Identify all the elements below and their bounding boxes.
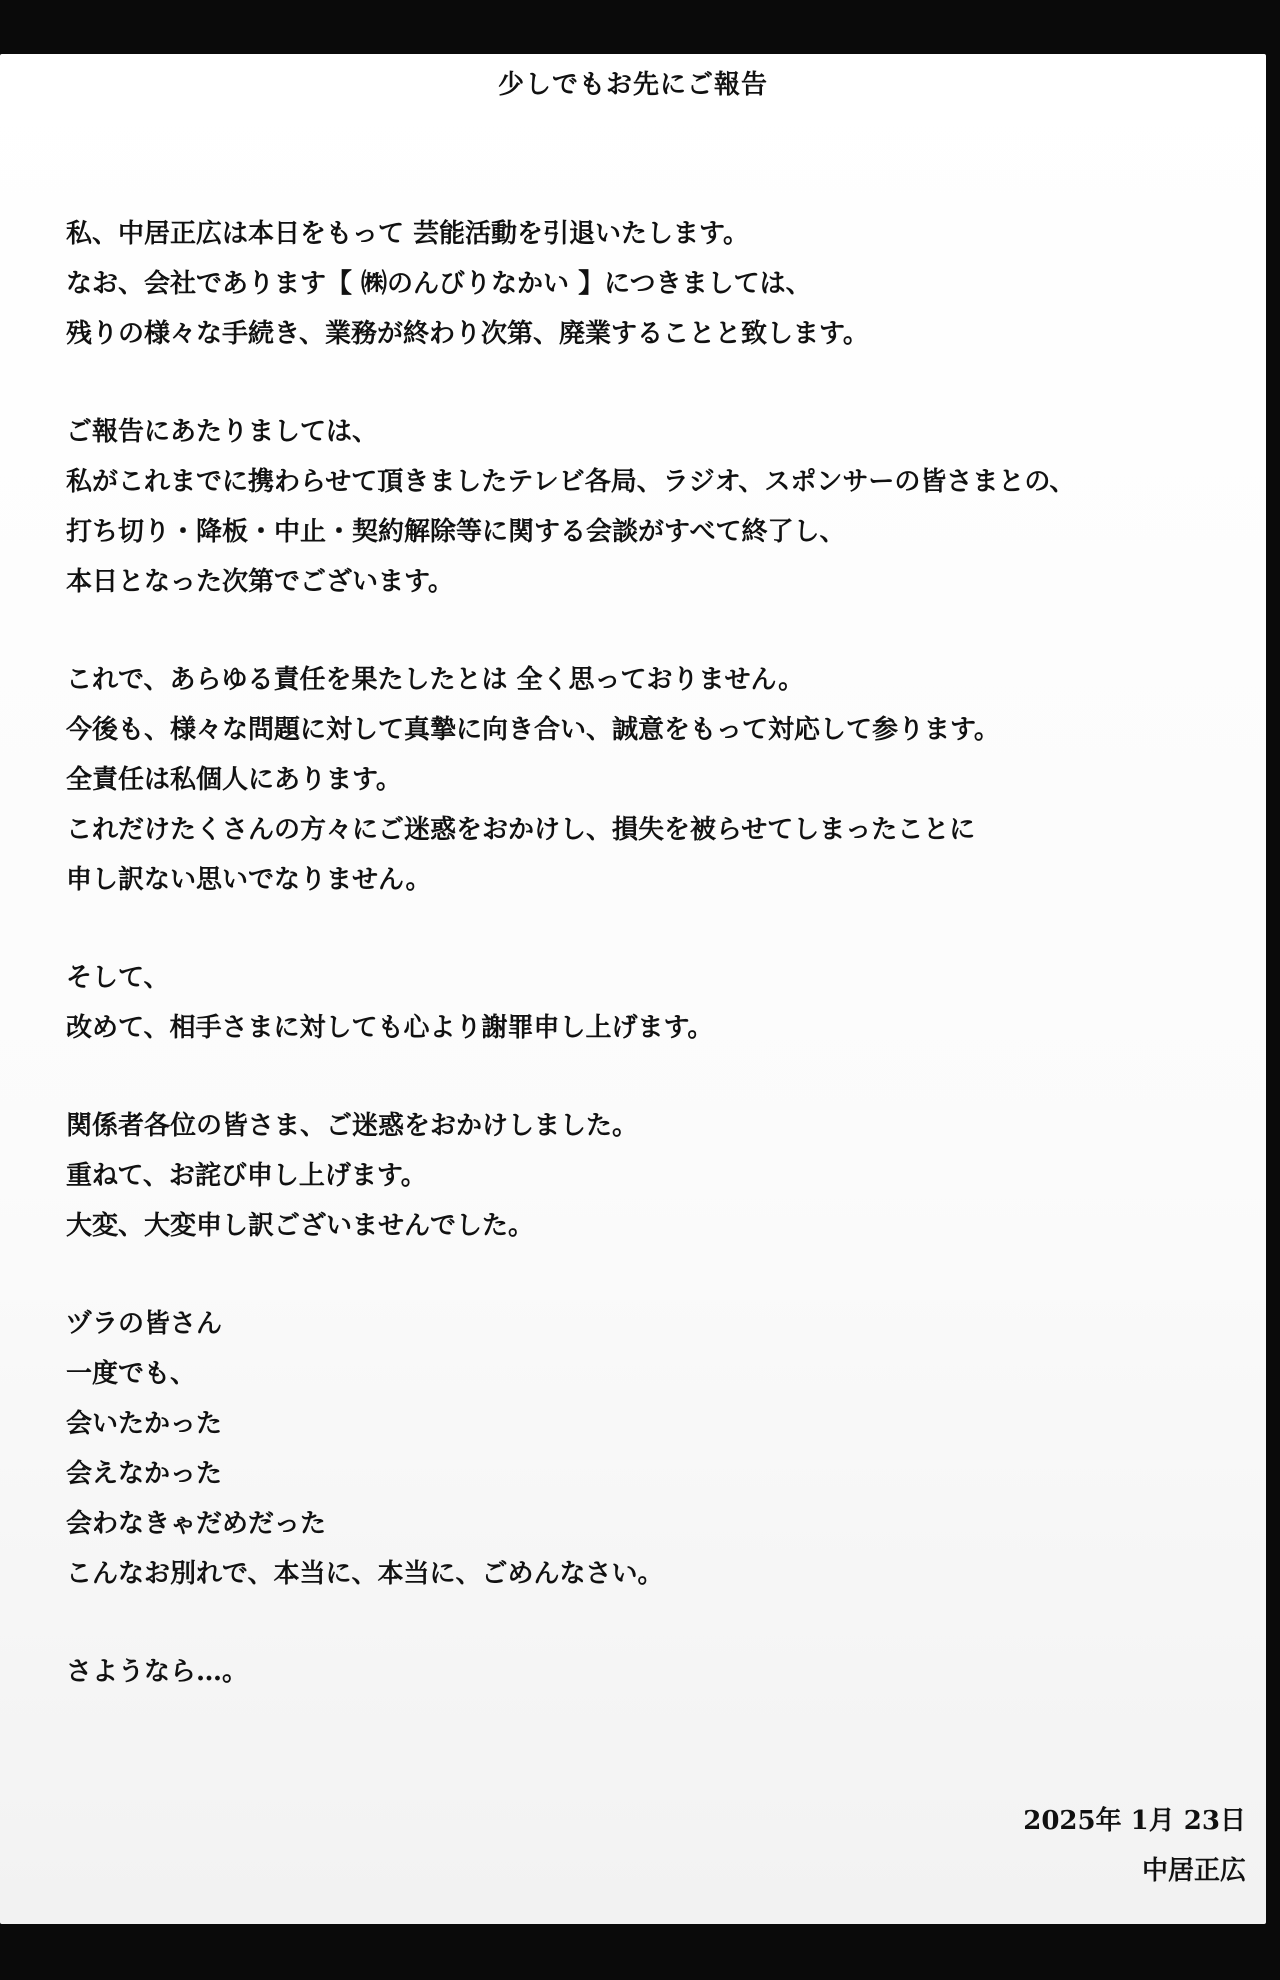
text-line: 会いたかった <box>66 1409 223 1439</box>
text-line: 会えなかった <box>66 1459 223 1489</box>
paragraph-stakeholders <box>66 1101 1226 1251</box>
document-body <box>66 209 1226 1745</box>
text-line: ご報告にあたりましては、 <box>66 417 379 447</box>
text-line: 重ねて、お詫び申し上げます。 <box>66 1161 427 1191</box>
text-line: 今後も、様々な問題に対して真摯に向き合い、誠意をもって対応して参ります。 <box>66 715 1000 745</box>
text-line: 関係者各位の皆さま、ご迷惑をおかけしました。 <box>66 1111 639 1141</box>
text-line: 私がこれまでに携わらせて頂きましたテレビ各局、ラジオ、スポンサーの皆さまとの、 <box>66 467 1076 497</box>
text-line: 残りの様々な手続き、業務が終わり次第、廃業することと致します。 <box>66 319 869 349</box>
text-line: 会わなきゃだめだった <box>66 1509 327 1539</box>
paragraph-farewell <box>66 1647 1226 1697</box>
text-line: さようなら…。 <box>66 1657 249 1687</box>
text-line: 改めて、相手さまに対しても心より謝罪申し上げます。 <box>66 1013 714 1043</box>
text-line: 大変、大変申し訳ございませんでした。 <box>66 1211 535 1241</box>
text-line: そして、 <box>66 963 170 993</box>
text-line: 本日となった次第でございます。 <box>66 567 454 597</box>
text-line: 打ち切り・降板・中止・契約解除等に関する会談がすべて終了し、 <box>66 517 846 547</box>
text-line: こんなお別れで、本当に、本当に、ごめんなさい。 <box>66 1559 664 1589</box>
text-line: ヅラの皆さん <box>66 1309 223 1339</box>
text-line: 申し訳ない思いでなりません。 <box>66 865 432 895</box>
signature-block <box>1023 1796 1246 1896</box>
text-line: なお、会社であります【 ㈱のんびりなかい 】につきましては、 <box>66 269 812 299</box>
paragraph-responsibility <box>66 655 1226 905</box>
paragraph-report <box>66 407 1226 607</box>
paragraph-apology <box>66 953 1226 1053</box>
document-date: 2025年 1月 23日 <box>1023 1806 1246 1836</box>
document-signature: 中居正広 <box>1141 1856 1246 1886</box>
paragraph-retirement <box>66 209 1226 359</box>
document-title: 少しでもお先にご報告 <box>497 70 768 100</box>
text-line: これだけたくさんの方々にご迷惑をおかけし、損失を被らせてしまったことに <box>66 815 976 845</box>
text-line: 一度でも、 <box>66 1359 197 1389</box>
text-line: 全責任は私個人にあります。 <box>66 765 402 795</box>
text-line: 私、中居正広は本日をもって 芸能活動を引退いたします。 <box>66 219 749 249</box>
text-line: これで、あらゆる責任を果たしたとは 全く思っておりません。 <box>66 665 805 695</box>
letter-document <box>0 54 1266 1924</box>
paragraph-message <box>66 1299 1226 1599</box>
